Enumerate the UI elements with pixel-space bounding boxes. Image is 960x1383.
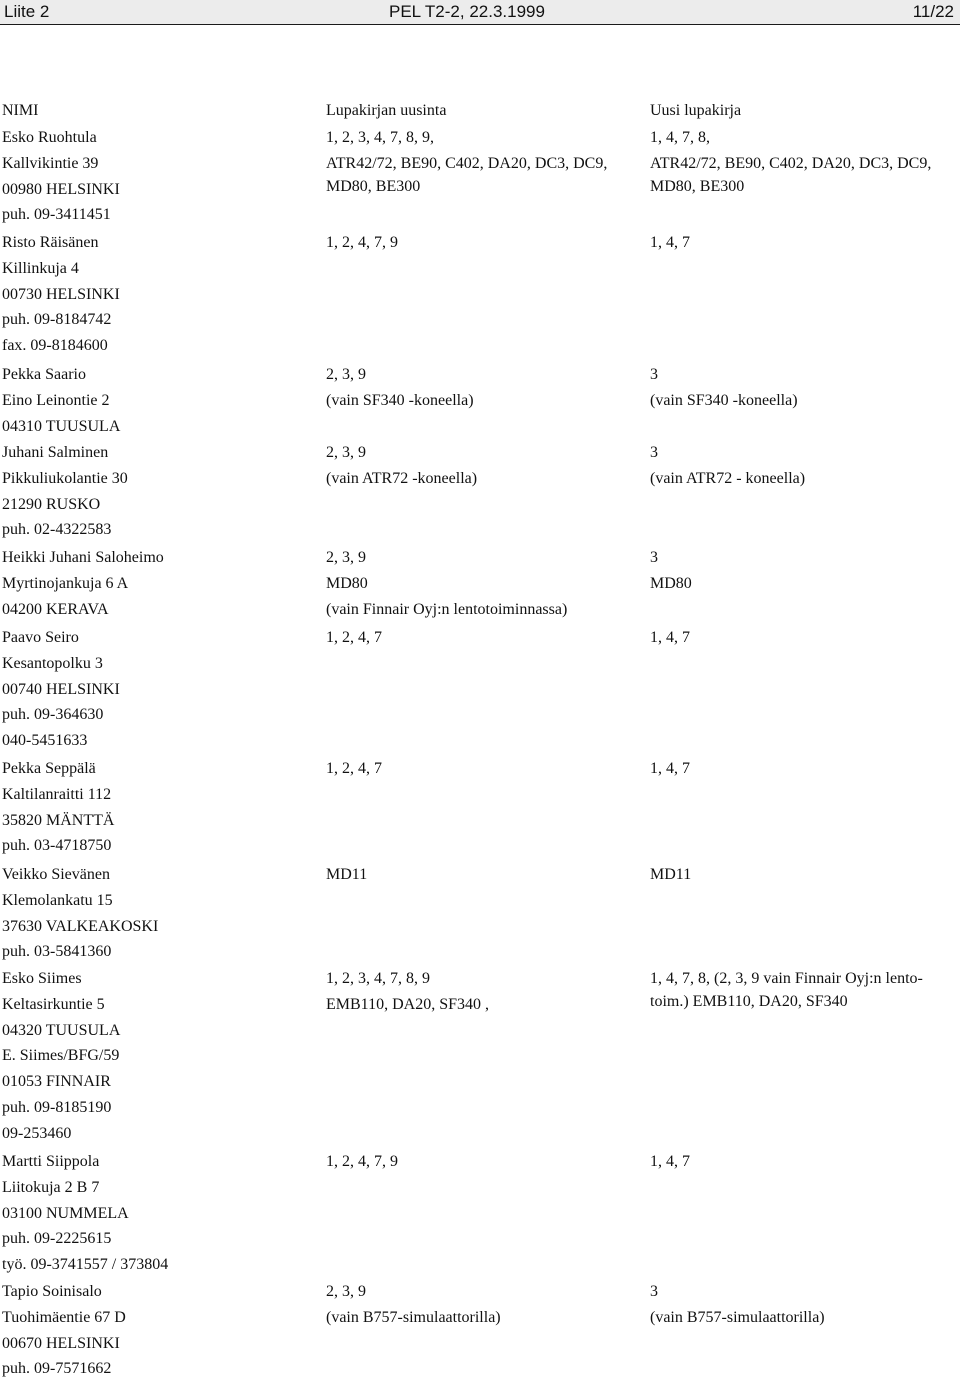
page-header bbox=[0, 0, 960, 25]
contact-line: Killinkuja 4 bbox=[2, 259, 79, 277]
person-name: Heikki Juhani Saloheimo bbox=[2, 549, 164, 566]
new-license-line: toim.) EMB110, DA20, SF340 bbox=[650, 993, 848, 1010]
contact-line: Kallvikintie 39 bbox=[2, 154, 99, 172]
contact-line: Tuohimäentie 67 D bbox=[2, 1308, 126, 1326]
contact-line: 00980 HELSINKI bbox=[2, 180, 120, 198]
column-header-renewal: Lupakirjan uusinta bbox=[326, 102, 447, 119]
person-name: Tapio Soinisalo bbox=[2, 1283, 102, 1300]
new-license-line: ATR42/72, BE90, C402, DA20, DC3, DC9, bbox=[650, 154, 932, 172]
new-license-line: 1, 4, 7 bbox=[650, 1153, 690, 1170]
contact-line: fax. 09-8184600 bbox=[2, 337, 108, 354]
contact-line: Liitokuja 2 B 7 bbox=[2, 1178, 100, 1196]
contact-line: 040-5451633 bbox=[2, 732, 88, 749]
contact-line: puh. 03-4718750 bbox=[2, 837, 112, 855]
person-name: Risto Räisänen bbox=[2, 234, 99, 251]
new-license-line: MD11 bbox=[650, 866, 692, 883]
contact-line: 21290 RUSKO bbox=[2, 495, 101, 513]
contact-line: Myrtinojankuja 6 A bbox=[2, 574, 129, 592]
new-license-line: 1, 4, 7 bbox=[650, 629, 690, 646]
person-name: Esko Siimes bbox=[2, 970, 82, 987]
new-license-line: (vain B757-simulaattorilla) bbox=[650, 1308, 825, 1326]
renewal-line: 2, 3, 9 bbox=[326, 1283, 366, 1300]
person-name: Pekka Seppälä bbox=[2, 760, 96, 777]
contact-line: puh. 02-4322583 bbox=[2, 521, 112, 539]
contact-line: puh. 09-8184742 bbox=[2, 311, 112, 329]
column-header-new: Uusi lupakirja bbox=[650, 102, 742, 119]
header-page-number: 11/22 bbox=[912, 2, 954, 21]
contact-line: 01053 FINNAIR bbox=[2, 1073, 111, 1090]
renewal-line: (vain B757-simulaattorilla) bbox=[326, 1308, 501, 1326]
contact-line: Eino Leinontie 2 bbox=[2, 391, 110, 409]
renewal-line: 1, 2, 3, 4, 7, 8, 9, bbox=[326, 129, 434, 146]
header-appendix-label: Liite 2 bbox=[4, 2, 50, 21]
renewal-line: EMB110, DA20, SF340 , bbox=[326, 995, 489, 1013]
person-name: Pekka Saario bbox=[2, 366, 86, 383]
contact-line: Keltasirkuntie 5 bbox=[2, 995, 105, 1013]
person-name: Martti Siippola bbox=[2, 1153, 100, 1170]
new-license-line: 3 bbox=[650, 1283, 658, 1300]
contact-line: 37630 VALKEAKOSKI bbox=[2, 917, 159, 935]
contact-line: 00670 HELSINKI bbox=[2, 1334, 120, 1352]
new-license-line: 3 bbox=[650, 366, 658, 383]
renewal-line: 1, 2, 4, 7, 9 bbox=[326, 1153, 398, 1170]
header-document-ref: PEL T2-2, 22.3.1999 bbox=[389, 2, 545, 21]
contact-line: 03100 NUMMELA bbox=[2, 1204, 129, 1222]
contact-line: 04310 TUUSULA bbox=[2, 417, 121, 435]
new-license-line: 1, 4, 7 bbox=[650, 760, 690, 777]
contact-line: Kesantopolku 3 bbox=[2, 654, 103, 672]
new-license-line: 3 bbox=[650, 444, 658, 461]
contact-line: 00730 HELSINKI bbox=[2, 285, 120, 303]
column-header-name: NIMI bbox=[2, 102, 39, 119]
new-license-line: MD80, BE300 bbox=[650, 178, 745, 195]
person-name: Juhani Salminen bbox=[2, 444, 109, 461]
contact-line: puh. 09-8185190 bbox=[2, 1098, 112, 1116]
contact-line: puh. 09-364630 bbox=[2, 706, 104, 724]
contact-line: Kaltilanraitti 112 bbox=[2, 785, 112, 803]
contact-line: työ. 09-3741557 / 373804 bbox=[2, 1256, 169, 1273]
renewal-line: ATR42/72, BE90, C402, DA20, DC3, DC9, bbox=[326, 154, 608, 172]
renewal-line: 1, 2, 4, 7 bbox=[326, 760, 382, 777]
contact-line: Klemolankatu 15 bbox=[2, 891, 113, 909]
renewal-line: 1, 2, 4, 7 bbox=[326, 629, 382, 646]
contact-line: 04200 KERAVA bbox=[2, 600, 109, 618]
renewal-line: (vain Finnair Oyj:n lentotoiminnassa) bbox=[326, 600, 568, 618]
contact-line: puh. 09-2225615 bbox=[2, 1230, 112, 1248]
renewal-line: 1, 2, 3, 4, 7, 8, 9 bbox=[326, 970, 430, 987]
new-license-line: 1, 4, 7, 8, (2, 3, 9 vain Finnair Oyj:n lento- bbox=[650, 970, 923, 987]
new-license-line: 3 bbox=[650, 549, 658, 566]
new-license-line: (vain ATR72 - koneella) bbox=[650, 469, 806, 487]
person-name: Esko Ruohtula bbox=[2, 129, 97, 146]
new-license-line: 1, 4, 7 bbox=[650, 234, 690, 251]
contact-line: puh. 03-5841360 bbox=[2, 943, 112, 961]
new-license-line: (vain SF340 -koneella) bbox=[650, 391, 798, 409]
contact-line: E. Siimes/BFG/59 bbox=[2, 1047, 120, 1065]
renewal-line: MD80, BE300 bbox=[326, 178, 421, 195]
contact-line: 00740 HELSINKI bbox=[2, 680, 120, 698]
contact-line: puh. 09-7571662 bbox=[2, 1360, 112, 1378]
contact-line: 09-253460 bbox=[2, 1124, 72, 1142]
renewal-line: MD80 bbox=[326, 574, 368, 592]
new-license-line: 1, 4, 7, 8, bbox=[650, 129, 710, 146]
contact-line: 04320 TUUSULA bbox=[2, 1021, 121, 1039]
contact-line: 35820 MÄNTTÄ bbox=[2, 811, 115, 829]
renewal-line: 1, 2, 4, 7, 9 bbox=[326, 234, 398, 251]
renewal-line: 2, 3, 9 bbox=[326, 444, 366, 461]
renewal-line: MD11 bbox=[326, 866, 368, 883]
person-name: Veikko Sievänen bbox=[2, 866, 110, 883]
renewal-line: 2, 3, 9 bbox=[326, 549, 366, 566]
renewal-line: (vain SF340 -koneella) bbox=[326, 391, 474, 409]
contact-line: puh. 09-3411451 bbox=[2, 206, 111, 224]
renewal-line: 2, 3, 9 bbox=[326, 366, 366, 383]
contact-line: Pikkuliukolantie 30 bbox=[2, 469, 128, 487]
person-name: Paavo Seiro bbox=[2, 629, 79, 646]
renewal-line: (vain ATR72 -koneella) bbox=[326, 469, 478, 487]
new-license-line: MD80 bbox=[650, 574, 692, 592]
